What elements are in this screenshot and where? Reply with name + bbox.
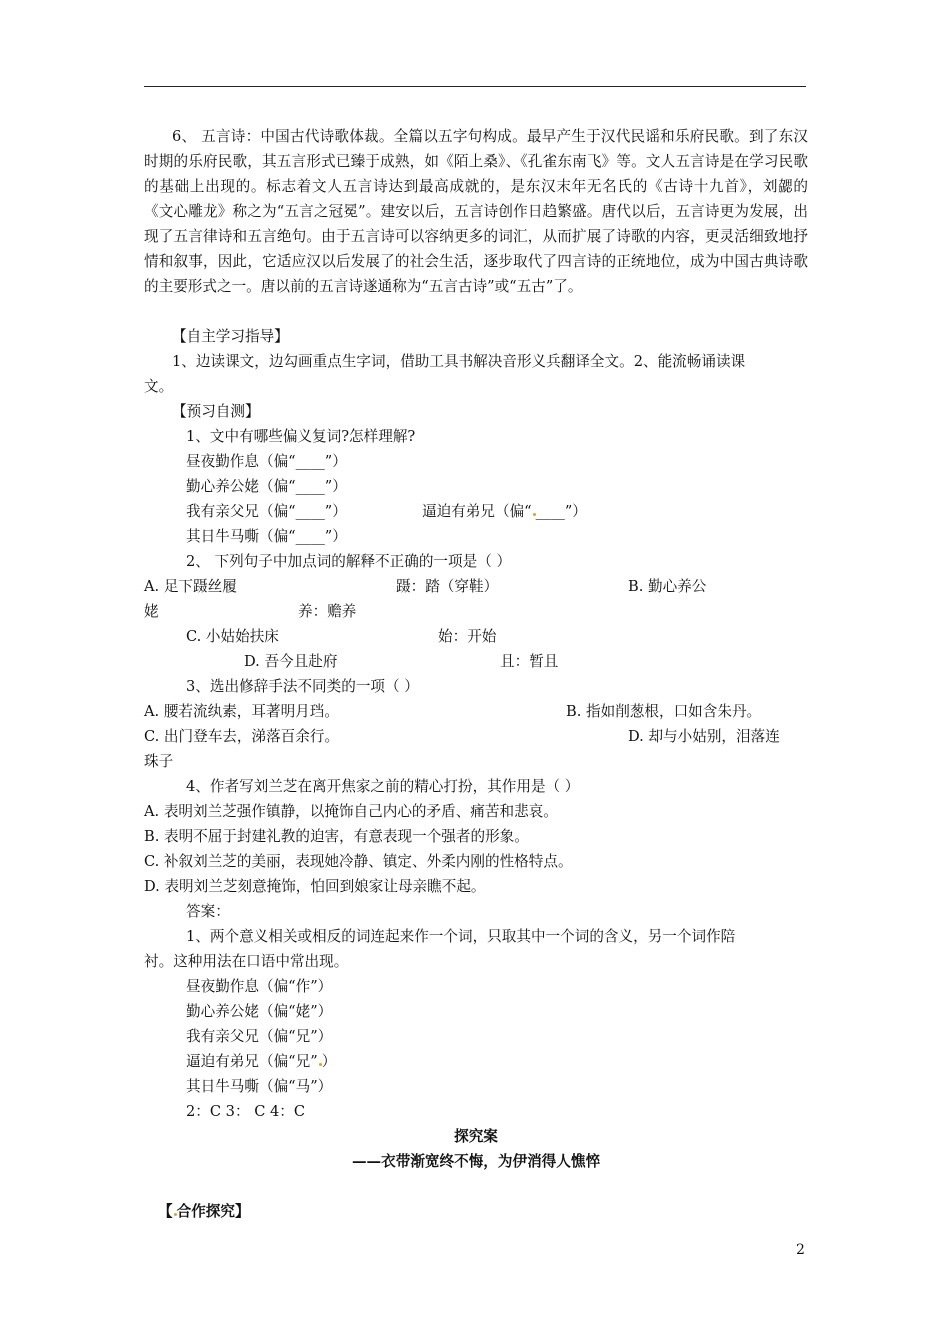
q2-option-c-explain: 始：开始 [438,628,497,645]
q2-option-c: C. 小姑始扶床 [186,628,279,645]
intro-paragraph: 6、 五言诗：中国古代诗歌体裁。全篇以五字句构成。最早产生于汉代民谣和乐府民歌。到了东汉时期的乐府民歌，其五言形式已臻于成熟，如《陌上桑》、《孔雀东南飞》等。文人五言诗是在学习民歌的基础上出现的。标志着文人五言诗达到最高成就的，是东汉末年无名氏的《古诗十九首》，刘勰的《文心雕龙》称之为“五言之冠冕”。建安以后，五言诗创作日趋繁盛。唐代以后，五言诗更为发展，出现了五言律诗和五言绝句。由于五言诗可以容纳更多的词汇，从而扩展了诗歌的内容，更灵活细致地抒情和叙事，因此，它适应汉以后发展了的社会生活，逐步取代了四言诗的正统地位，成为中国古典诗歌的主要形式之一。唐以前的五言诗遂通称为“五言古诗”或“五古”了。 [144,128,808,295]
explore-subtitle: ——衣带渐宽终不悔，为伊消得人憔悴 [351,1153,601,1170]
q3-option-a: A. 腰若流纨素，耳著明月珰。 [144,703,339,720]
heading-bracket: 【 [158,1203,173,1220]
q3-option-c: C. 出门登车去，涕落百余行。 [144,728,340,745]
answer-item-1: 昼夜勤作息（偏“作”） [186,978,333,995]
q1-item-extra [422,499,722,524]
q1-item-2: 勤心养公姥（偏“____”） [186,478,347,495]
question-1: 1、文中有哪些偏义复词?怎样理解? [186,428,416,445]
q4-option-a: A. 表明刘兰芝强作镇静，以掩饰自己内心的矛盾、痛苦和悲哀。 [144,803,558,820]
answers-heading: 答案： [186,903,230,920]
question-2: 2、 下列句子中加点词的解释不正确的一项是（ ） [186,553,512,570]
pretest-heading: 【预习自测】 [172,403,260,420]
q2-option-a: A. 足下蹑丝履 [144,578,237,595]
q4-option-d: D. 表明刘兰芝刻意掩饰，怕回到娘家让母亲瞧不起。 [144,878,486,895]
q2-option-a-explain: 蹑：踏（穿鞋） [396,578,499,595]
answer-item-4-text: 逼迫有弟兄（偏“兄” [186,1053,318,1070]
answer-1-line-2: 衬。这种用法在口语中常出现。 [144,953,349,970]
question-4: 4、作者写刘兰芝在离开焦家之前的精心打扮，其作用是（ ） [186,778,580,795]
q4-option-b: B. 表明不屈于封建礼教的迫害，有意表现一个强者的形象。 [144,828,529,845]
q2-option-b-explain: 养：赡养 [298,603,357,620]
answer-item-2: 勤心养公姥（偏“姥”） [186,1003,333,1020]
q3-option-d: D. 却与小姑别，泪落连 [628,728,780,745]
self-study-line-1: 1、边读课文，边勾画重点生字词，借助工具书解决音形义兵翻译全文。2、能流畅诵读课 [172,353,746,370]
q2-option-d: D. 吾今且赴府 [244,653,338,670]
answer-item-4-tail: ） [321,1053,337,1070]
q1-extra-suffix: ____”） [535,503,587,520]
q1-item-3: 我有亲父兄（偏“____”） [186,503,347,520]
q1-extra-prefix: 逼迫有弟兄（偏“ [422,503,532,520]
self-study-line-2: 文。 [144,378,174,395]
self-study-heading: 【自主学习指导】 [172,328,289,345]
q4-option-c: C. 补叙刘兰芝的美丽，表现她冷静、镇定、外柔内刚的性格特点。 [144,853,573,870]
q2-option-b: B. 勤心养公 [628,578,707,595]
q3-option-b: B. 指如削葱根，口如含朱丹。 [566,703,762,720]
explore-title: 探究案 [454,1128,498,1145]
header-rule [144,86,806,87]
answers-others: 2：C 3： C 4：C [186,1103,306,1120]
q2-option-b-cont: 姥 [144,603,159,620]
answer-item-4 [186,1049,850,1074]
q2-option-d-explain: 且：暂且 [500,653,559,670]
answer-1-line-1: 1、两个意义相关或相反的词连起来作一个词，只取其中一个词的含义，另一个词作陪 [186,928,736,945]
heading-text: 合作探究】 [176,1203,250,1220]
answer-item-3: 我有亲父兄（偏“兄”） [186,1028,333,1045]
question-3: 3、选出修辞手法不同类的一项（ ） [186,678,419,695]
cooperative-inquiry-heading [158,1199,822,1224]
page-number: 2 [796,1242,805,1258]
q3-option-d-cont: 珠子 [144,753,174,770]
answer-item-5: 其日牛马嘶（偏“马”） [186,1078,333,1095]
q1-item-1: 昼夜勤作息（偏“____”） [186,453,347,470]
q1-item-4: 其日牛马嘶（偏“____”） [186,528,347,545]
